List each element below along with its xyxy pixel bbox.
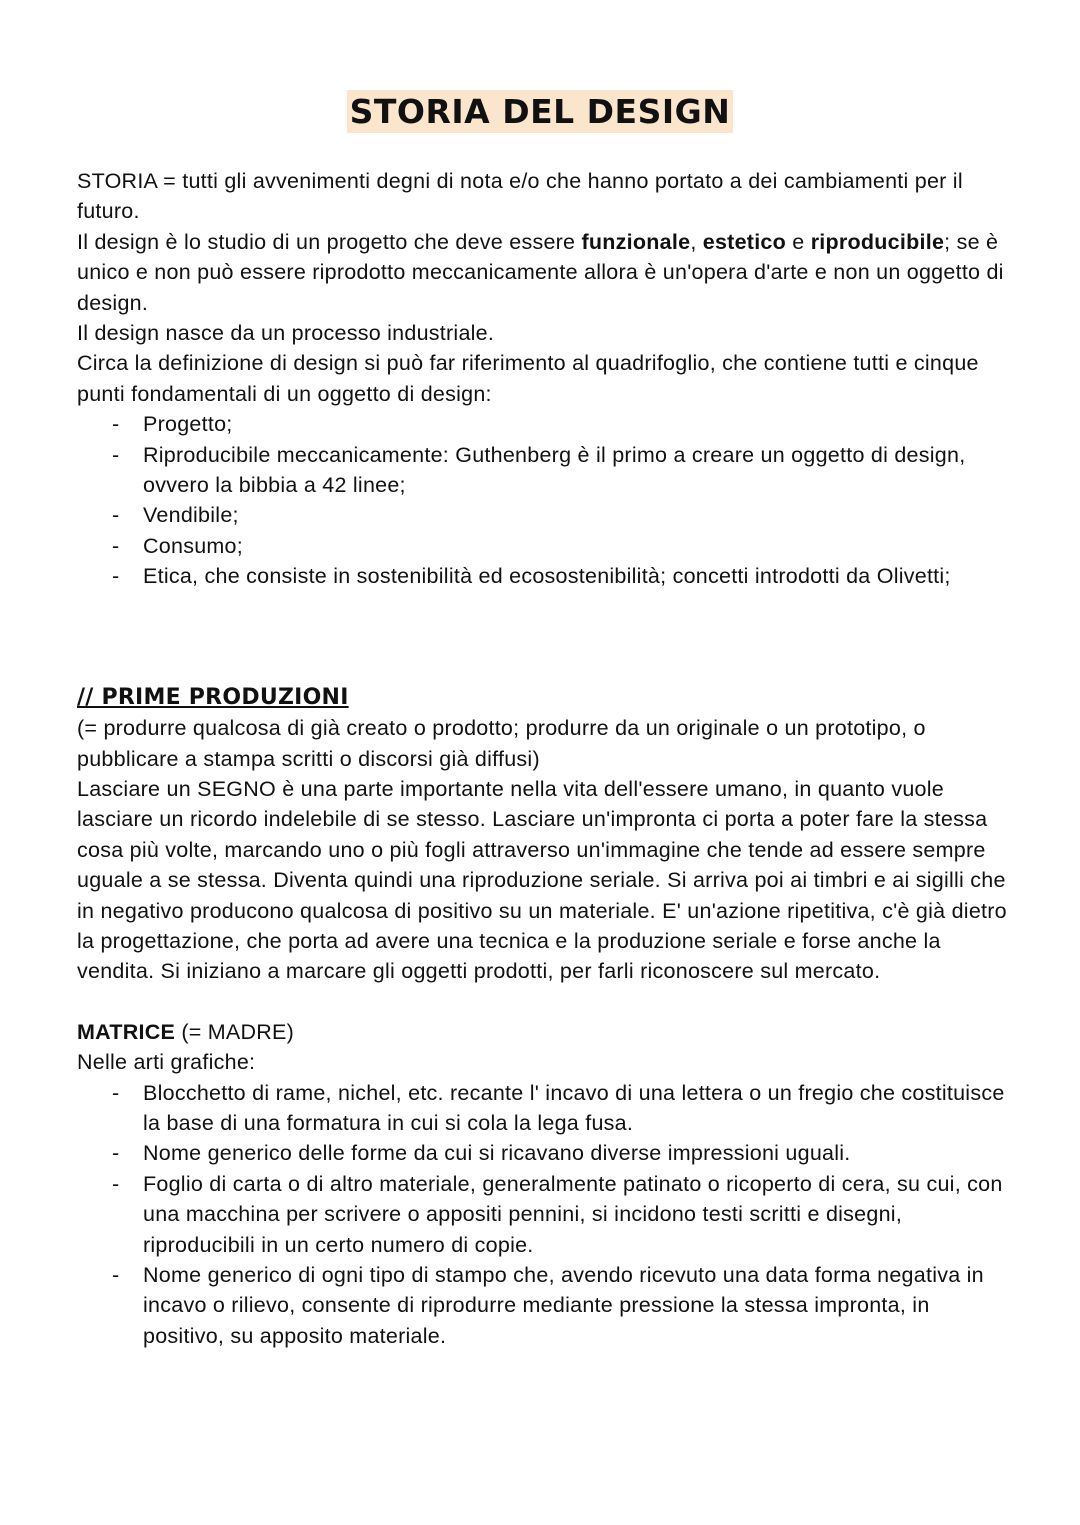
list-item: - Vendibile;	[143, 500, 1012, 530]
keyword-riproducibile: riproducibile	[810, 229, 945, 254]
paragraph: Nelle arti grafiche:	[77, 1050, 256, 1075]
list-item: - Progetto;	[143, 409, 1012, 439]
text: e	[786, 229, 811, 254]
text: ,	[690, 229, 703, 254]
text: ; se è unico e non può essere riprodotto meccanicamente allora è un'opera d'arte e non un oggetto di design.	[77, 229, 1004, 315]
page-title-wrap	[0, 92, 1080, 131]
storia-definition: STORIA = tutti gli avvenimenti degni di nota e/o che hanno portato a dei cambiamenti per il futuro.	[77, 169, 963, 224]
text: Il design è lo studio di un progetto che deve essere	[77, 229, 582, 254]
list-item: - Etica, che consiste in sostenibilità ed ecosostenibilità; concetti introdotti da Olivetti;	[143, 561, 1012, 591]
matrice-title: MATRICE	[77, 1019, 176, 1044]
list-item: - Nome generico di ogni tipo di stampo che, avendo ricevuto una data forma negativa in incavo o rilievo, consente di riprodurre mediante pressione la stessa impronta, in positivo, su apposito materiale.	[143, 1260, 1012, 1351]
list-item: - Blocchetto di rame, nichel, etc. recante l' incavo di una lettera o un fregio che costituisce la base di una formatura in cui si cola la lega fusa.	[143, 1078, 1012, 1139]
keyword-funzionale: funzionale	[581, 229, 691, 254]
matrice-list	[77, 1078, 1012, 1352]
list-item: - Nome generico delle forme da cui si ricavano diverse impressioni uguali.	[143, 1138, 1012, 1168]
paragraph: Il design nasce da un processo industriale.	[77, 321, 495, 346]
matrice-note: (= MADRE)	[175, 1019, 295, 1044]
list-item: - Foglio di carta o di altro materiale, generalmente patinato o ricoperto di cera, su cui, con una macchina per scrivere o appositi pennini, si incidono testi scritti e disegni, riproducibili in un certo numero di copie.	[143, 1169, 1012, 1260]
page-title: STORIA DEL DESIGN	[347, 90, 734, 133]
list-item: - Riproducibile meccanicamente: Guthenberg è il primo a creare un oggetto di design, ovvero la bibbia a 42 linee;	[143, 440, 1012, 501]
section-heading-prime-produzioni: // PRIME PRODUZIONI	[77, 684, 349, 710]
quadrifoglio-list	[77, 409, 1012, 591]
document-body	[77, 166, 1012, 1351]
paragraph: Circa la definizione di design si può far riferimento al quadrifoglio, che contiene tutti e cinque punti fondamentali di un oggetto di design:	[77, 351, 979, 406]
list-item: - Consumo;	[143, 531, 1012, 561]
paragraph: Lasciare un SEGNO è una parte importante nella vita dell'essere umano, in quanto vuole lasciare un ricordo indelebile di se stesso. Lasciare un'impronta ci porta a poter fare la stessa cosa più volte, marcando uno o più fogli attraverso un'immagine che tende ad essere sempre uguale a se stessa. Diventa quindi una riproduzione seriale. Si arriva poi ai timbri e ai sigilli che in negativo producono qualcosa di positivo su un materiale. E' un'azione ripetitiva, c'è già dietro la progettazione, che porta ad avere una tecnica e la produzione seriale e forse anche la vendita. Si iniziano a marcare gli oggetti prodotti, per farli riconoscere sul mercato.	[77, 776, 1007, 984]
matrice-heading	[77, 1017, 1012, 1047]
design-definition	[77, 227, 1012, 318]
paragraph: (= produrre qualcosa di già creato o prodotto; produrre da un originale o un prototipo, o pubblicare a stampa scritti o discorsi già diffusi)	[77, 716, 926, 771]
keyword-estetico: estetico	[702, 229, 787, 254]
